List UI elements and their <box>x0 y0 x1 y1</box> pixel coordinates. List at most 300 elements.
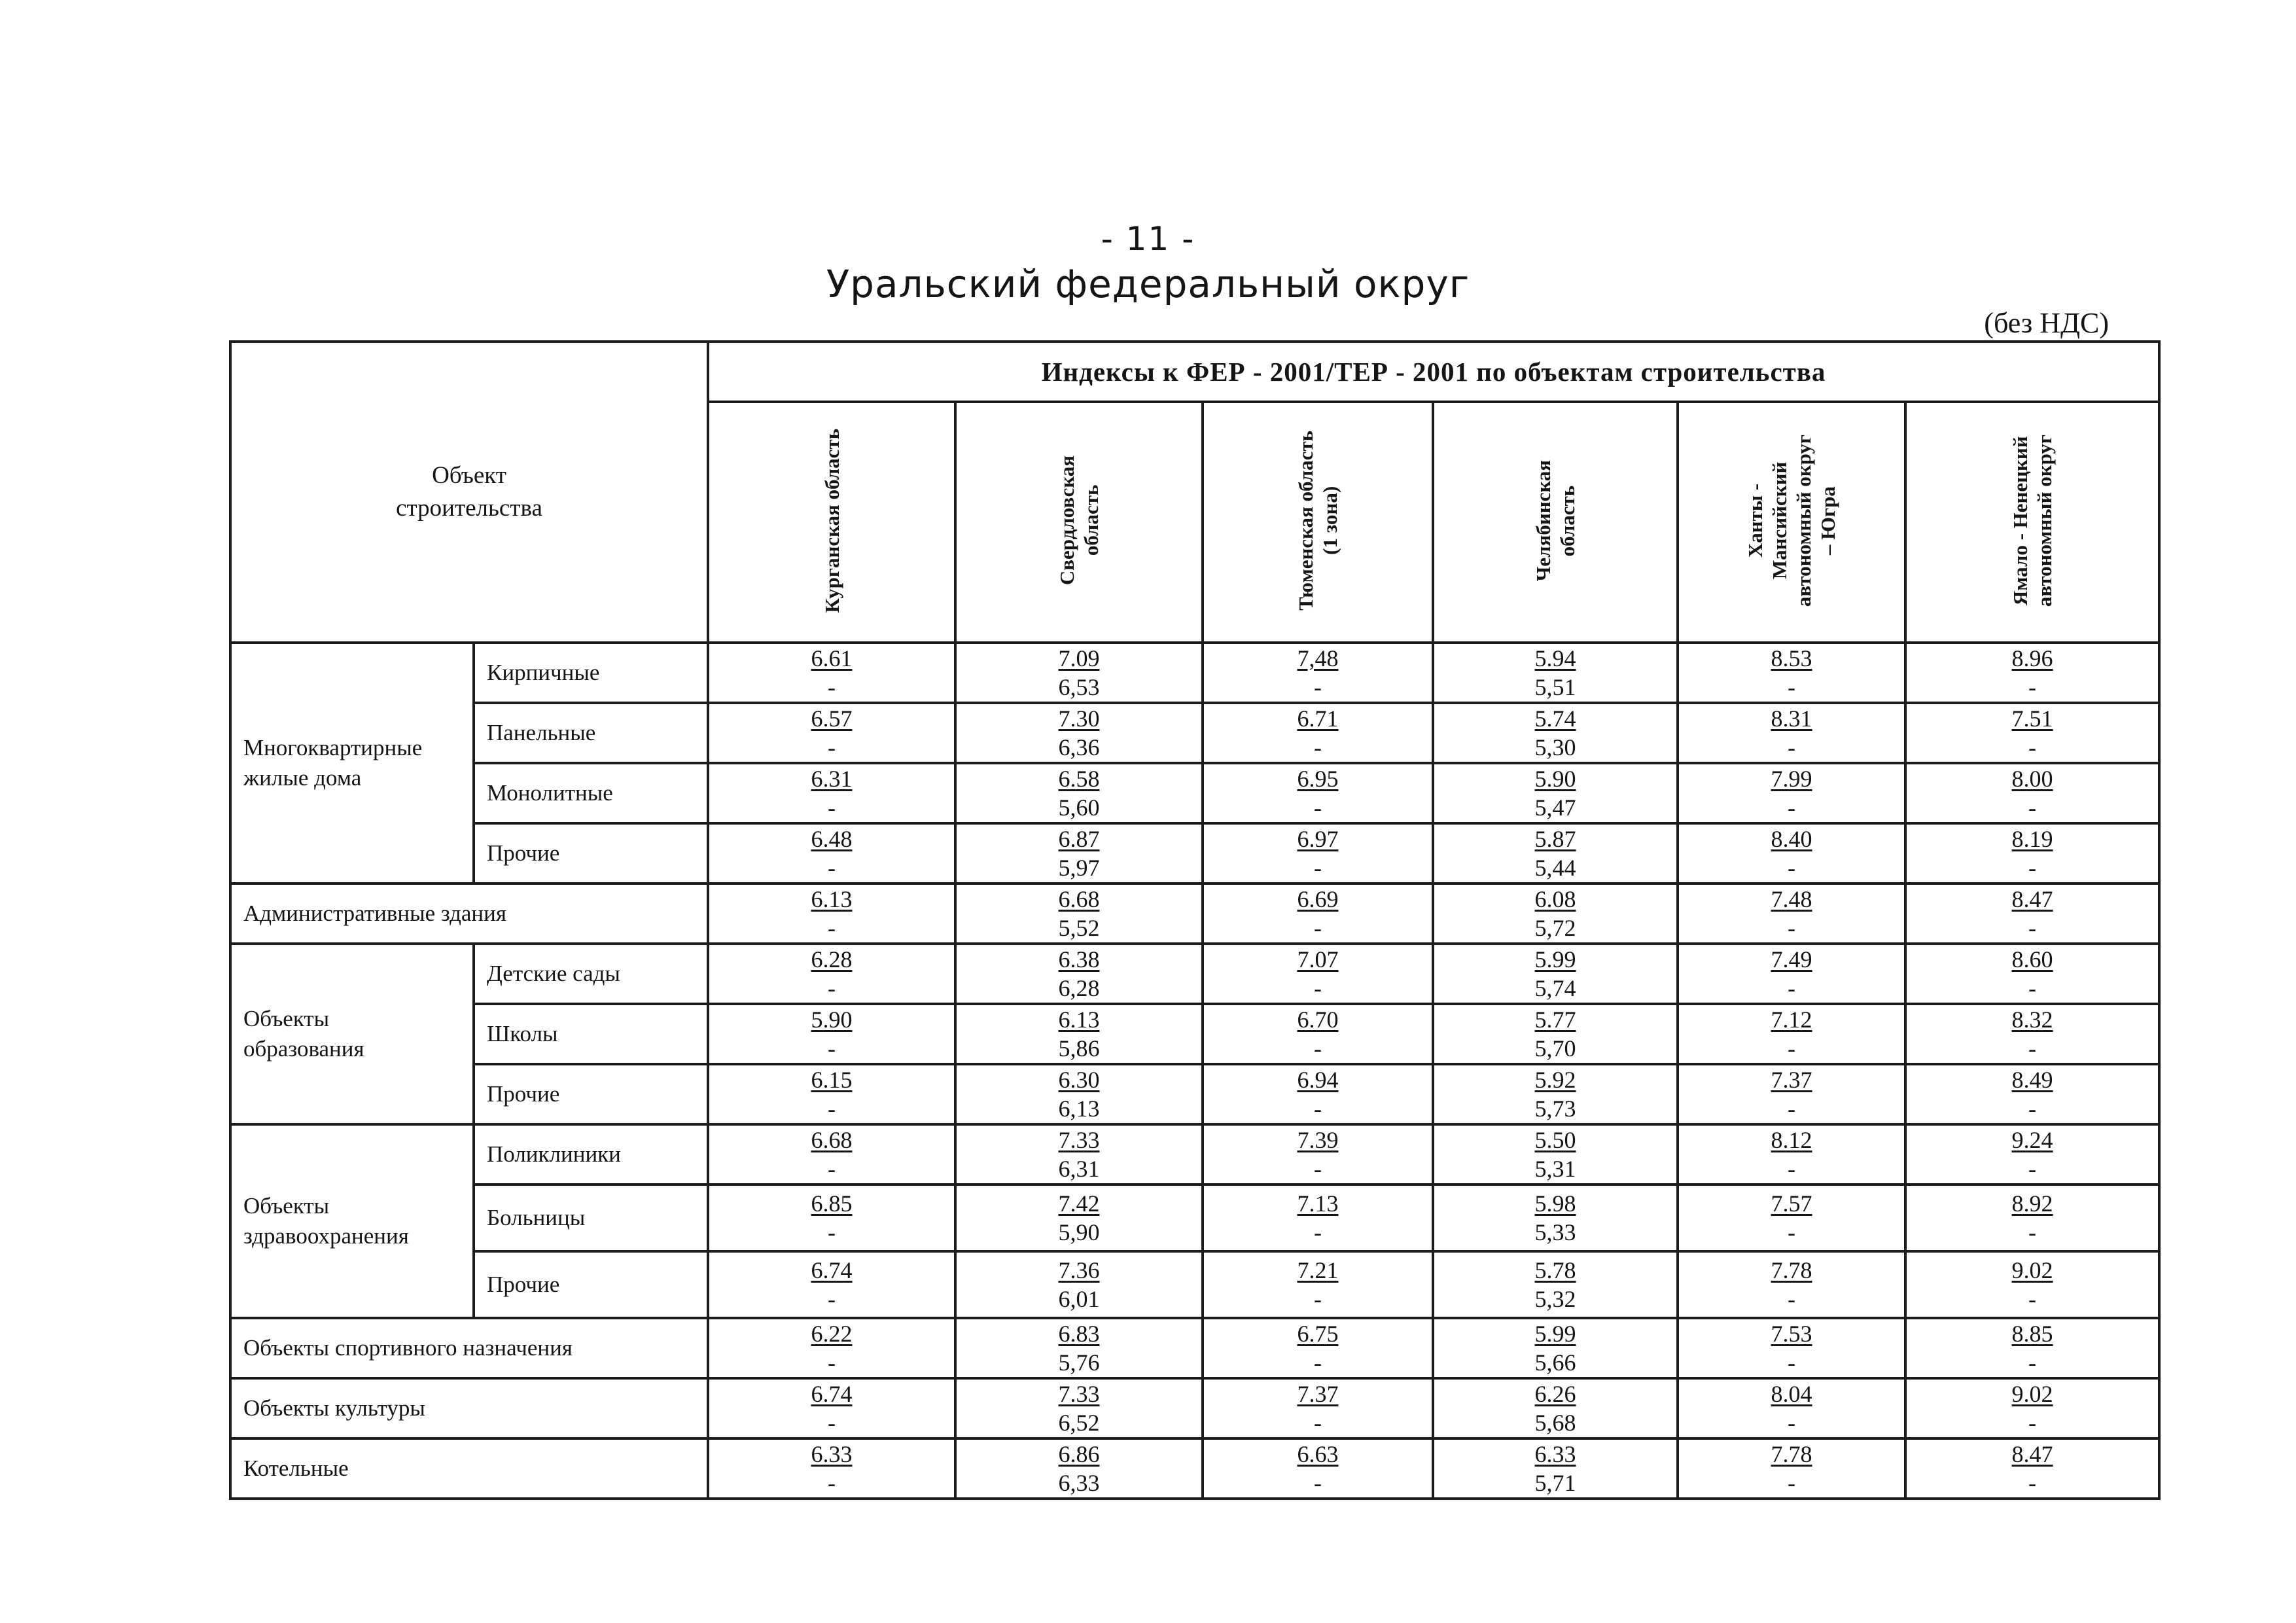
index-fer-value: 7.36 <box>1058 1257 1100 1283</box>
index-fer-value: 7.49 <box>1771 946 1812 972</box>
page-title: Уральский федеральный округ <box>826 262 1470 306</box>
index-table <box>229 340 2161 1500</box>
group-label: Объекты образования <box>230 944 474 1124</box>
subtype-label: Панельные <box>474 703 708 763</box>
index-fer-value: 8.47 <box>2011 886 2053 912</box>
index-ter-value: 5,73 <box>1534 1096 1576 1122</box>
index-cell <box>1203 944 1433 1004</box>
index-ter-value: - <box>828 1219 836 1245</box>
index-ter-value: - <box>828 1156 836 1182</box>
index-ter-value: - <box>1314 1219 1322 1245</box>
index-fer-value: 5.50 <box>1534 1127 1576 1153</box>
index-ter-value: 6,28 <box>1058 975 1100 1001</box>
row-label: Объекты спортивного назначения <box>230 1318 708 1378</box>
index-cell <box>955 823 1203 883</box>
region-header-label: Ямало - Ненецкий автономный округ <box>2009 434 2057 607</box>
index-ter-value: 5,70 <box>1534 1035 1576 1061</box>
index-ter-value: 5,90 <box>1058 1219 1100 1245</box>
index-cell <box>955 1064 1203 1124</box>
index-fer-value: 6.48 <box>811 826 853 852</box>
index-fer-value: 5.77 <box>1534 1007 1576 1033</box>
index-ter-value: - <box>1788 1410 1795 1436</box>
index-fer-value: 6.95 <box>1297 766 1339 792</box>
index-ter-value: - <box>2028 975 2037 1001</box>
index-fer-value: 7.12 <box>1771 1007 1812 1033</box>
index-fer-value: 6.94 <box>1297 1067 1339 1093</box>
table-row <box>230 1004 2159 1064</box>
index-ter-value: 6,31 <box>1058 1156 1100 1182</box>
index-ter-value: - <box>2028 1035 2037 1061</box>
index-ter-value: 5,74 <box>1534 975 1576 1001</box>
index-ter-value: - <box>2028 1096 2037 1122</box>
index-fer-value: 6.13 <box>1058 1007 1100 1033</box>
index-ter-value: - <box>828 734 836 760</box>
index-cell <box>1433 883 1678 944</box>
index-fer-value: 7.33 <box>1058 1127 1100 1153</box>
index-ter-value: - <box>1788 855 1795 881</box>
index-ter-value: - <box>1314 1286 1322 1312</box>
region-header-label: Курганская область <box>820 428 843 613</box>
index-fer-value: 8.60 <box>2011 946 2053 972</box>
index-cell <box>955 883 1203 944</box>
index-fer-value: 8.47 <box>2011 1441 2053 1467</box>
index-fer-value: 5.74 <box>1534 705 1576 732</box>
index-ter-value: 5,52 <box>1058 915 1100 941</box>
index-fer-value: 6.85 <box>811 1190 853 1217</box>
index-fer-value: 7.13 <box>1297 1190 1339 1217</box>
index-cell <box>708 1438 955 1499</box>
table-row <box>230 1251 2159 1318</box>
index-fer-value: 6.83 <box>1058 1321 1100 1347</box>
index-ter-value: - <box>1788 1096 1795 1122</box>
index-cell <box>1203 763 1433 823</box>
index-ter-value: 5,44 <box>1534 855 1576 881</box>
table-row <box>230 643 2159 703</box>
index-cell <box>708 883 955 944</box>
index-ter-value: - <box>1788 1035 1795 1061</box>
region-header-sverdlovsk <box>955 402 1203 643</box>
index-cell <box>1678 643 1905 703</box>
table-row <box>230 763 2159 823</box>
index-ter-value: 5,47 <box>1534 794 1576 821</box>
index-fer-value: 6.71 <box>1297 705 1339 732</box>
index-fer-value: 5.90 <box>811 1007 853 1033</box>
index-fer-value: 7.57 <box>1771 1190 1812 1217</box>
row-label: Административные здания <box>230 883 708 944</box>
index-fer-value: 6.75 <box>1297 1321 1339 1347</box>
index-fer-value: 6.28 <box>811 946 853 972</box>
index-ter-value: - <box>828 794 836 821</box>
index-cell <box>708 1185 955 1251</box>
index-cell <box>1678 1438 1905 1499</box>
index-cell <box>1433 1251 1678 1318</box>
index-cell <box>708 823 955 883</box>
index-ter-value: - <box>1788 1219 1795 1245</box>
index-ter-value: 5,66 <box>1534 1349 1576 1376</box>
index-ter-value: 5,33 <box>1534 1219 1576 1245</box>
index-cell <box>1433 1185 1678 1251</box>
index-cell <box>1433 1378 1678 1438</box>
index-ter-value: 6,13 <box>1058 1096 1100 1122</box>
index-fer-value: 7.53 <box>1771 1321 1812 1347</box>
index-fer-value: 7.39 <box>1297 1127 1339 1153</box>
subtype-label: Детские сады <box>474 944 708 1004</box>
index-ter-value: - <box>2028 674 2037 700</box>
index-ter-value: - <box>1314 975 1322 1001</box>
index-fer-value: 8.85 <box>2011 1321 2053 1347</box>
index-cell <box>955 1185 1203 1251</box>
index-ter-value: - <box>1314 1035 1322 1061</box>
index-fer-value: 9.24 <box>2011 1127 2053 1153</box>
index-cell <box>708 1064 955 1124</box>
index-cell <box>708 763 955 823</box>
index-ter-value: - <box>2028 1286 2037 1312</box>
index-cell <box>955 1318 1203 1378</box>
index-fer-value: 7.07 <box>1297 946 1339 972</box>
index-fer-value: 9.02 <box>2011 1257 2053 1283</box>
index-ter-value: - <box>1314 915 1322 941</box>
index-ter-value: - <box>2028 1470 2037 1496</box>
table-row <box>230 883 2159 944</box>
index-cell <box>708 1004 955 1064</box>
index-fer-value: 5.98 <box>1534 1190 1576 1217</box>
index-cell <box>955 1378 1203 1438</box>
index-ter-value: - <box>828 975 836 1001</box>
index-cell <box>1905 763 2159 823</box>
subtype-label: Монолитные <box>474 763 708 823</box>
row-label: Объекты культуры <box>230 1378 708 1438</box>
index-fer-value: 6.69 <box>1297 886 1339 912</box>
index-fer-value: 6.31 <box>811 766 853 792</box>
index-fer-value: 8.00 <box>2011 766 2053 792</box>
index-fer-value: 6.97 <box>1297 826 1339 852</box>
index-fer-value: 6.22 <box>811 1321 853 1347</box>
index-cell <box>1203 1004 1433 1064</box>
index-ter-value: - <box>1788 1156 1795 1182</box>
index-ter-value: 5,72 <box>1534 915 1576 941</box>
index-cell <box>708 1124 955 1185</box>
index-cell <box>1433 944 1678 1004</box>
index-cell <box>1433 643 1678 703</box>
index-fer-value: 6.86 <box>1058 1441 1100 1467</box>
index-ter-value: - <box>1314 855 1322 881</box>
index-ter-value: 5,71 <box>1534 1470 1576 1496</box>
index-fer-value: 7.21 <box>1297 1257 1339 1283</box>
index-ter-value: 5,32 <box>1534 1286 1576 1312</box>
vat-note: (без НДС) <box>1984 307 2109 339</box>
index-cell <box>1203 1318 1433 1378</box>
index-cell <box>1678 1318 1905 1378</box>
index-fer-value: 9.02 <box>2011 1381 2053 1407</box>
index-fer-value: 7.48 <box>1771 886 1812 912</box>
index-cell <box>1433 763 1678 823</box>
subtype-label: Кирпичные <box>474 643 708 703</box>
index-cell <box>955 1438 1203 1499</box>
index-cell <box>1433 1318 1678 1378</box>
index-cell <box>1203 823 1433 883</box>
index-cell <box>1905 643 2159 703</box>
index-cell <box>1203 1438 1433 1499</box>
region-header-chelyabinsk <box>1433 402 1678 643</box>
index-ter-value: - <box>2028 794 2037 821</box>
indices-header: Индексы к ФЕР - 2001/ТЕР - 2001 по объектам строительства <box>708 342 2159 402</box>
subtype-label: Поликлиники <box>474 1124 708 1185</box>
index-fer-value: 5.78 <box>1534 1257 1576 1283</box>
index-fer-value: 5.99 <box>1534 946 1576 972</box>
index-cell <box>1433 1124 1678 1185</box>
index-cell <box>708 703 955 763</box>
index-cell <box>1678 883 1905 944</box>
index-ter-value: - <box>2028 1156 2037 1182</box>
region-header-label: Челябинская область <box>1532 459 1579 582</box>
index-fer-value: 8.31 <box>1771 705 1812 732</box>
index-cell <box>1433 703 1678 763</box>
index-cell <box>1905 944 2159 1004</box>
index-fer-value: 5.92 <box>1534 1067 1576 1093</box>
index-fer-value: 6.33 <box>1534 1441 1576 1467</box>
index-fer-value: 6.13 <box>811 886 853 912</box>
index-cell <box>1433 1064 1678 1124</box>
index-cell <box>1905 1251 2159 1318</box>
index-ter-value: - <box>2028 855 2037 881</box>
index-fer-value: 8.92 <box>2011 1190 2053 1217</box>
index-fer-value: 8.40 <box>1771 826 1812 852</box>
table-row <box>230 1378 2159 1438</box>
index-fer-value: 7.99 <box>1771 766 1812 792</box>
region-header-label: Свердловская область <box>1055 455 1103 586</box>
index-cell <box>955 643 1203 703</box>
index-ter-value: 5,68 <box>1534 1410 1576 1436</box>
index-ter-value: - <box>1788 915 1795 941</box>
index-cell <box>1678 823 1905 883</box>
index-fer-value: 6.63 <box>1297 1441 1339 1467</box>
index-fer-value: 6.26 <box>1534 1381 1576 1407</box>
index-fer-value: 7.30 <box>1058 705 1100 732</box>
table-body <box>230 643 2159 1499</box>
index-fer-value: 7.37 <box>1297 1381 1339 1407</box>
index-fer-value: 6.08 <box>1534 886 1576 912</box>
index-ter-value: - <box>828 915 836 941</box>
index-ter-value: 5,60 <box>1058 794 1100 821</box>
index-ter-value: 6,36 <box>1058 734 1100 760</box>
index-fer-value: 8.04 <box>1771 1381 1812 1407</box>
index-cell <box>1905 1064 2159 1124</box>
index-fer-value: 6.38 <box>1058 946 1100 972</box>
region-header-label: Ханты - Мансийский автономный округ – Югра <box>1744 434 1839 607</box>
subtype-label: Прочие <box>474 1251 708 1318</box>
index-cell <box>708 1378 955 1438</box>
subtype-label: Прочие <box>474 823 708 883</box>
index-cell <box>708 1251 955 1318</box>
subtype-label: Больницы <box>474 1185 708 1251</box>
index-ter-value: - <box>1788 975 1795 1001</box>
index-ter-value: 6,52 <box>1058 1410 1100 1436</box>
index-fer-value: 6.33 <box>811 1441 853 1467</box>
group-label: Объекты здравоохранения <box>230 1124 474 1318</box>
index-cell <box>1678 1251 1905 1318</box>
index-cell <box>1678 1064 1905 1124</box>
index-cell <box>1905 823 2159 883</box>
index-ter-value: - <box>1314 1410 1322 1436</box>
index-ter-value: - <box>1788 734 1795 760</box>
index-fer-value: 5.87 <box>1534 826 1576 852</box>
index-ter-value: - <box>1314 1156 1322 1182</box>
index-cell <box>1203 1378 1433 1438</box>
index-ter-value: - <box>828 1470 836 1496</box>
index-cell <box>1433 1438 1678 1499</box>
index-cell <box>1905 1318 2159 1378</box>
index-cell <box>1433 823 1678 883</box>
index-ter-value: - <box>1314 794 1322 821</box>
index-ter-value: 5,51 <box>1534 674 1576 700</box>
index-ter-value: - <box>2028 1349 2037 1376</box>
index-ter-value: - <box>2028 1410 2037 1436</box>
index-cell <box>955 703 1203 763</box>
index-ter-value: 5,86 <box>1058 1035 1100 1061</box>
index-cell <box>1905 1438 2159 1499</box>
index-ter-value: - <box>1314 734 1322 760</box>
object-header-line1: Объект <box>432 462 506 489</box>
index-fer-value: 8.53 <box>1771 645 1812 671</box>
index-cell <box>1905 883 2159 944</box>
table-row <box>230 1438 2159 1499</box>
index-cell <box>1678 763 1905 823</box>
index-cell <box>1678 1124 1905 1185</box>
table-row <box>230 703 2159 763</box>
index-fer-value: 8.19 <box>2011 826 2053 852</box>
index-ter-value: 6,53 <box>1058 674 1100 700</box>
subtype-label: Прочие <box>474 1064 708 1124</box>
index-fer-value: 6.58 <box>1058 766 1100 792</box>
table-row <box>230 1124 2159 1185</box>
index-cell <box>1905 1185 2159 1251</box>
index-fer-value: 7.33 <box>1058 1381 1100 1407</box>
index-fer-value: 5.94 <box>1534 645 1576 671</box>
index-ter-value: - <box>1314 674 1322 700</box>
index-cell <box>955 944 1203 1004</box>
index-ter-value: - <box>1314 1349 1322 1376</box>
index-cell <box>955 763 1203 823</box>
index-cell <box>955 1251 1203 1318</box>
index-cell <box>1433 1004 1678 1064</box>
index-ter-value: - <box>828 1349 836 1376</box>
index-fer-value: 7,48 <box>1297 645 1339 671</box>
subtype-label: Школы <box>474 1004 708 1064</box>
table-row <box>230 823 2159 883</box>
index-fer-value: 7.78 <box>1771 1441 1812 1467</box>
index-ter-value: - <box>1314 1096 1322 1122</box>
index-fer-value: 6.70 <box>1297 1007 1339 1033</box>
index-cell <box>1678 1185 1905 1251</box>
index-ter-value: 5,31 <box>1534 1156 1576 1182</box>
index-cell <box>1203 1064 1433 1124</box>
object-header <box>230 342 708 643</box>
index-ter-value: - <box>2028 915 2037 941</box>
index-ter-value: - <box>1788 794 1795 821</box>
region-header-khanty-mansiysk <box>1678 402 1905 643</box>
index-fer-value: 6.61 <box>811 645 853 671</box>
index-ter-value: 5,30 <box>1534 734 1576 760</box>
index-ter-value: 6,01 <box>1058 1286 1100 1312</box>
index-fer-value: 6.30 <box>1058 1067 1100 1093</box>
index-ter-value: - <box>1788 1349 1795 1376</box>
index-fer-value: 8.32 <box>2011 1007 2053 1033</box>
index-fer-value: 7.09 <box>1058 645 1100 671</box>
index-cell <box>1678 703 1905 763</box>
index-fer-value: 6.68 <box>1058 886 1100 912</box>
index-fer-value: 6.74 <box>811 1381 853 1407</box>
index-cell <box>1678 1378 1905 1438</box>
index-cell <box>1905 1124 2159 1185</box>
index-cell <box>955 1124 1203 1185</box>
region-header-yamalo-nenets <box>1905 402 2159 643</box>
index-ter-value: - <box>1314 1470 1322 1496</box>
index-fer-value: 7.51 <box>2011 705 2053 732</box>
table-row <box>230 1185 2159 1251</box>
index-ter-value: - <box>828 1410 836 1436</box>
page-number: - 11 - <box>1101 220 1195 258</box>
table-row <box>230 1064 2159 1124</box>
region-header-tyumen <box>1203 402 1433 643</box>
index-cell <box>1678 944 1905 1004</box>
table-row <box>230 944 2159 1004</box>
index-cell <box>1203 1185 1433 1251</box>
index-ter-value: 5,97 <box>1058 855 1100 881</box>
index-fer-value: 7.37 <box>1771 1067 1812 1093</box>
index-cell <box>1203 1124 1433 1185</box>
index-fer-value: 5.99 <box>1534 1321 1576 1347</box>
index-fer-value: 5.90 <box>1534 766 1576 792</box>
index-cell <box>708 1318 955 1378</box>
object-header-line2: строительства <box>396 495 542 522</box>
index-ter-value: - <box>828 855 836 881</box>
index-ter-value: - <box>2028 734 2037 760</box>
index-cell <box>708 944 955 1004</box>
index-fer-value: 8.96 <box>2011 645 2053 671</box>
index-ter-value: - <box>1788 1286 1795 1312</box>
index-cell <box>955 1004 1203 1064</box>
region-header-kurgan <box>708 402 955 643</box>
index-cell <box>1203 883 1433 944</box>
index-fer-value: 6.57 <box>811 705 853 732</box>
index-cell <box>1905 703 2159 763</box>
index-cell <box>1203 643 1433 703</box>
index-fer-value: 8.49 <box>2011 1067 2053 1093</box>
index-ter-value: - <box>828 674 836 700</box>
index-fer-value: 6.15 <box>811 1067 853 1093</box>
index-fer-value: 6.74 <box>811 1257 853 1283</box>
index-fer-value: 6.68 <box>811 1127 853 1153</box>
index-ter-value: - <box>828 1035 836 1061</box>
index-cell <box>1905 1378 2159 1438</box>
index-cell <box>1203 1251 1433 1318</box>
index-ter-value: - <box>828 1286 836 1312</box>
index-ter-value: - <box>1788 1470 1795 1496</box>
index-ter-value: - <box>1788 674 1795 700</box>
index-ter-value: 6,33 <box>1058 1470 1100 1496</box>
table-row <box>230 1318 2159 1378</box>
index-ter-value: 5,76 <box>1058 1349 1100 1376</box>
index-cell <box>708 643 955 703</box>
index-ter-value: - <box>828 1096 836 1122</box>
group-label: Многоквартирные жилые дома <box>230 643 474 883</box>
index-cell <box>1678 1004 1905 1064</box>
region-header-label: Тюменская область (1 зона) <box>1294 431 1341 611</box>
index-fer-value: 6.87 <box>1058 826 1100 852</box>
index-cell <box>1203 703 1433 763</box>
index-fer-value: 7.42 <box>1058 1190 1100 1217</box>
index-fer-value: 7.78 <box>1771 1257 1812 1283</box>
